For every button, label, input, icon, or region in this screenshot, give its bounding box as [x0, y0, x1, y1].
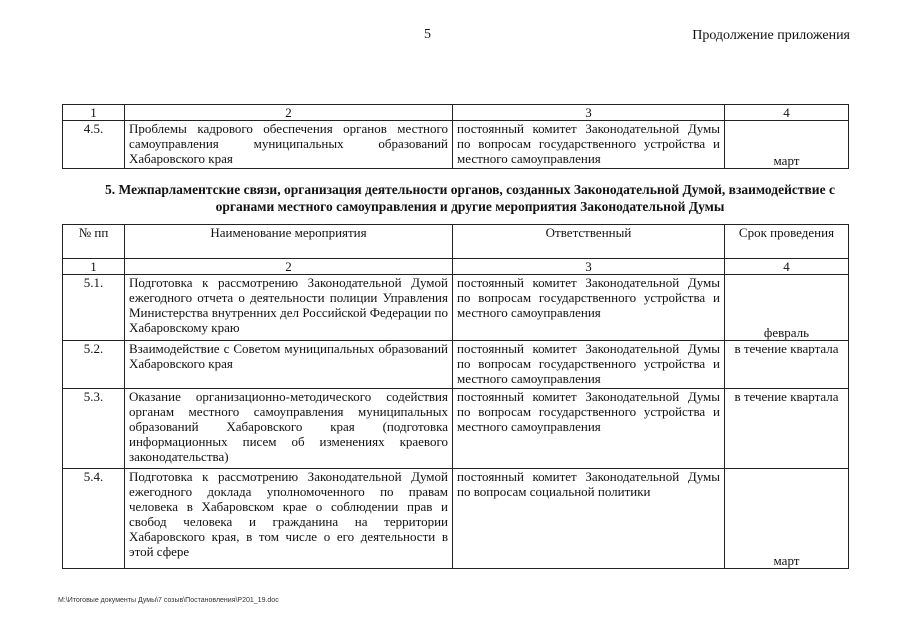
page-number: 5: [424, 27, 431, 42]
activity-name: Оказание организационно-методического содействия органам местного самоуправления муниципальных образований Хабаровского края (подготовка информационных писем об изменениях краевого законодательства): [125, 389, 453, 469]
responsible: постоянный комитет Законодательной Думы по вопросам государственного устройства и местного самоуправления: [453, 389, 725, 469]
activities-table: [62, 224, 849, 569]
column-numbers-row: [63, 259, 849, 275]
table-row: [63, 389, 849, 469]
responsible: постоянный комитет Законодательной Думы по вопросам социальной политики: [453, 469, 725, 569]
file-path-footer: M:\Итоговые документы Думы\7 созыв\Постановления\P201_19.doc: [58, 597, 279, 604]
column-number: 1: [63, 105, 125, 121]
activity-name: Проблемы кадрового обеспечения органов местного самоуправления муниципальных образований Хабаровского края: [125, 121, 453, 169]
term: в течение квартала: [725, 389, 849, 469]
term: в течение квартала: [725, 341, 849, 389]
column-number: 4: [725, 105, 849, 121]
header-term: Срок проведения: [725, 225, 849, 259]
header-name: Наименование мероприятия: [125, 225, 453, 259]
header-responsible: Ответственный: [453, 225, 725, 259]
table-row: [63, 275, 849, 341]
responsible: постоянный комитет Законодательной Думы по вопросам государственного устройства и местного самоуправления: [453, 275, 725, 341]
continuation-label: Продолжение приложения: [692, 28, 850, 43]
continuation-table: [62, 104, 849, 169]
term: февраль: [725, 275, 849, 341]
row-number: 5.4.: [63, 469, 125, 569]
table-row: [63, 121, 849, 169]
row-number: 5.3.: [63, 389, 125, 469]
responsible: постоянный комитет Законодательной Думы по вопросам государственного устройства и местного самоуправления: [453, 341, 725, 389]
row-number: 5.2.: [63, 341, 125, 389]
header-row: [63, 225, 849, 259]
activity-name: Подготовка к рассмотрению Законодательной Думой ежегодного доклада уполномоченного по правам человека в Хабаровском крае о соблюдении прав и свобод человека и гражданина на территории Хабаровского края, в том числе о его деятельности в этой сфере: [125, 469, 453, 569]
column-number: 3: [453, 259, 725, 275]
column-number: 3: [453, 105, 725, 121]
column-numbers-row: [63, 105, 849, 121]
term: март: [725, 121, 849, 169]
column-number: 4: [725, 259, 849, 275]
term: март: [725, 469, 849, 569]
section-title: 5. Межпарламентские связи, организация деятельности органов, созданных Законодательной Думой, взаимодействие с органами местного самоуправления и другие мероприятия Законодательной Думы: [105, 182, 835, 214]
table-row: [63, 341, 849, 389]
activity-name: Взаимодействие с Советом муниципальных образований Хабаровского края: [125, 341, 453, 389]
activity-name: Подготовка к рассмотрению Законодательной Думой ежегодного отчета о деятельности полиции Управления Министерства внутренних дел Российской Федерации по Хабаровскому краю: [125, 275, 453, 341]
column-number: 2: [125, 105, 453, 121]
column-number: 2: [125, 259, 453, 275]
table-row: [63, 469, 849, 569]
row-number: 4.5.: [63, 121, 125, 169]
row-number: 5.1.: [63, 275, 125, 341]
column-number: 1: [63, 259, 125, 275]
responsible: постоянный комитет Законодательной Думы по вопросам государственного устройства и местного самоуправления: [453, 121, 725, 169]
header-num: № пп: [63, 225, 125, 259]
